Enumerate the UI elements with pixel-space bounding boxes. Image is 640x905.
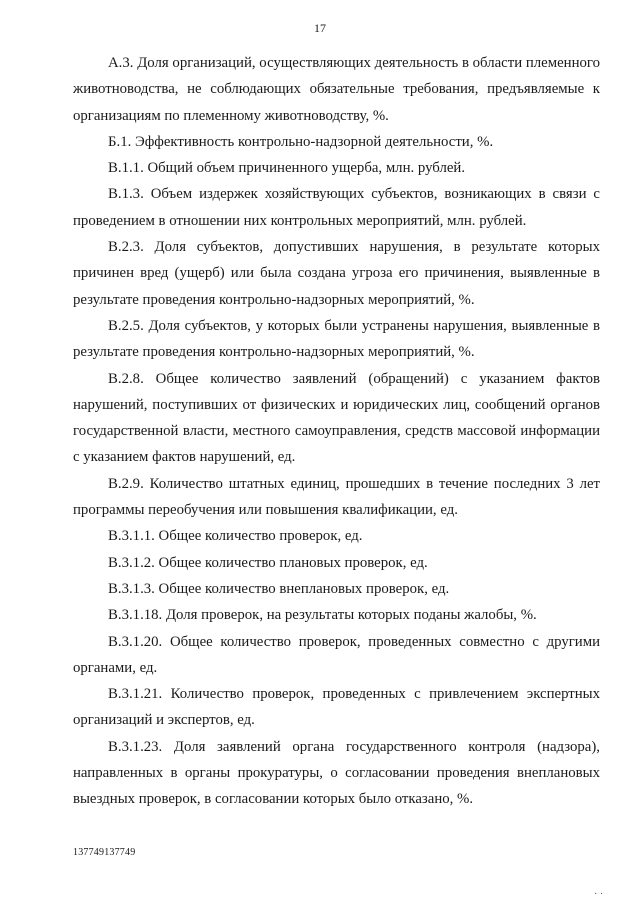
paragraph-v2-9: В.2.9. Количество штатных единиц, прошедших в течение последних 3 лет программы переобучения или повышения квалификации, ед. bbox=[73, 475, 600, 519]
document-code: 137749137749 bbox=[73, 847, 136, 858]
paragraph-v3-1-21: В.3.1.21. Количество проверок, проведенных с привлечением экспертных организаций и экспертов, ед. bbox=[73, 686, 600, 729]
scan-marks: · · bbox=[594, 889, 604, 900]
page-number: 17 bbox=[314, 21, 326, 35]
paragraph-v1-1: В.1.1. Общий объем причиненного ущерба, млн. рублей. bbox=[108, 160, 466, 177]
paragraph-v3-1-23: В.3.1.23. Доля заявлений органа государственного контроля (надзора), направленных в органы прокуратуры, о согласовании проведения внеплановых выездных проверок, в согласовании которых было отказано, %. bbox=[73, 738, 600, 808]
paragraph-v3-1-1: В.3.1.1. Общее количество проверок, ед. bbox=[108, 528, 363, 545]
paragraph-v3-1-18: В.3.1.18. Доля проверок, на результаты которых поданы жалобы, %. bbox=[108, 607, 537, 624]
paragraph-v2-3: В.2.3. Доля субъектов, допустивших нарушения, в результате которых причинен вред (ущерб) или была создана угроза его причинения, выявленные в результате проведения контрольно-надзорных мероприятий, %. bbox=[73, 239, 600, 308]
document-body bbox=[73, 50, 600, 813]
paragraph-a3: А.3. Доля организаций, осуществляющих деятельность в области племенного животноводства, не соблюдающих обязательные требования, предъявляемые к организациям по племенному животноводству, %. bbox=[73, 55, 600, 124]
paragraph-v2-8: В.2.8. Общее количество заявлений (обращений) с указанием фактов нарушений, поступивших от физических и юридических лиц, сообщений органов государственной власти, местного самоуправления, средств массовой информации с указанием фактов нарушений, ед. bbox=[73, 370, 600, 466]
paragraph-v3-1-20: В.3.1.20. Общее количество проверок, проведенных совместно с другими органами, ед. bbox=[73, 633, 600, 676]
paragraph-v1-3: В.1.3. Объем издержек хозяйствующих субъектов, возникающих в связи с проведением в отношении них контрольных мероприятий, млн. рублей. bbox=[73, 186, 600, 229]
paragraph-v3-1-2: В.3.1.2. Общее количество плановых проверок, ед. bbox=[108, 554, 428, 571]
paragraph-v2-5: В.2.5. Доля субъектов, у которых были устранены нарушения, выявленные в результате проведения контрольно-надзорных мероприятий, %. bbox=[73, 317, 600, 361]
paragraph-v3-1-3: В.3.1.3. Общее количество внеплановых проверок, ед. bbox=[108, 580, 450, 597]
paragraph-b1: Б.1. Эффективность контрольно-надзорной деятельности, %. bbox=[108, 133, 494, 150]
